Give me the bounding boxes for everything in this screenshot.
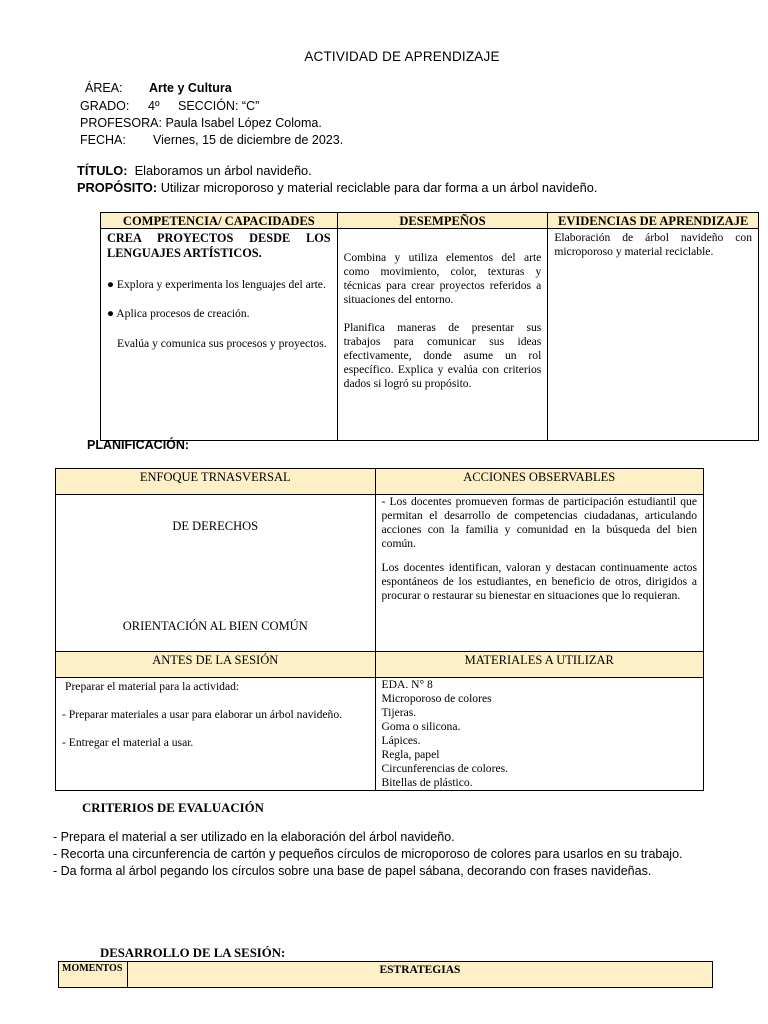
enfoque-header-row — [56, 469, 704, 495]
desempeno-text: Combina y utiliza elementos del arte como movimiento, color, texturas y técnicas para crear proyectos referidos a situaciones del entorno. — [343, 251, 542, 306]
antes-header-row — [56, 652, 704, 678]
desempeno-text: Planifica maneras de presentar sus trabajos para comunicar sus ideas efectivamente, donde asume un rol específico. Explica y evalúa con criterios dados si logró su propósito. — [343, 321, 542, 390]
competencia-name: CREA PROYECTOS DESDE LOS LENGUAJES ARTÍSTICOS. — [107, 231, 331, 260]
acciones-cell — [375, 495, 704, 652]
capacidad-text: Aplica procesos de creación. — [116, 307, 250, 320]
accion-text: - Los docentes promueven formas de participación estudiantil que permitan el desarrollo de competencias ciudadanas, articulando acciones con la familia y comunidad en la búsqueda del bien común. — [381, 495, 697, 550]
evidencia-text: Elaboración de árbol navideño con microporoso y material reciclable. — [554, 231, 752, 258]
fecha-label: FECHA: — [80, 133, 126, 147]
area-row — [85, 80, 232, 97]
antes-header: ANTES DE LA SESIÓN — [56, 652, 376, 678]
accion-text: Los docentes identifican, valoran y destacan continuamente actos espontáneos de los estudiantes, en beneficio de otros, dirigidos a procurar o restaurar su bienestar en situaciones que lo requieran. — [381, 561, 697, 602]
acciones-header: ACCIONES OBSERVABLES — [375, 469, 704, 495]
competencias-body-row — [101, 229, 759, 441]
material-item: EDA. N° 8 — [381, 678, 433, 691]
criterios-list — [53, 829, 713, 880]
evidencias-cell — [548, 229, 759, 441]
desempenos-cell — [337, 229, 548, 441]
fecha-value: Viernes, 15 de diciembre de 2023. — [153, 133, 344, 147]
material-item: Tijeras. — [381, 706, 417, 719]
area-value: Arte y Cultura — [149, 81, 232, 95]
seccion-label: SECCIÓN: — [178, 99, 239, 113]
desarrollo-header-row — [59, 962, 713, 988]
area-label: ÁREA: — [85, 81, 123, 95]
estrategias-header: ESTRATEGIAS — [127, 962, 712, 988]
material-item: Goma o silicona. — [381, 720, 461, 733]
competencias-header-row — [101, 213, 759, 229]
planificacion-heading: PLANIFICACIÓN: — [87, 438, 190, 452]
evidencias-header: EVIDENCIAS DE APRENDIZAJE — [548, 213, 759, 229]
bullet-icon: ● — [107, 278, 115, 291]
enfoque-derechos: DE DERECHOS — [172, 519, 259, 533]
materiales-cell — [375, 678, 704, 791]
enfoque-body-row — [56, 495, 704, 652]
profesora-label: PROFESORA: — [80, 116, 162, 130]
bullet-icon: ● — [107, 307, 115, 320]
capacidad-text: Evalúa y comunica sus procesos y proyectos. — [117, 337, 327, 350]
profesora-row — [80, 115, 322, 132]
material-item: Circunferencias de colores. — [381, 762, 509, 775]
competencias-table — [100, 212, 759, 441]
competencia-header: COMPETENCIA/ CAPACIDADES — [101, 213, 338, 229]
capacidad-item — [107, 307, 331, 321]
antes-body-row — [56, 678, 704, 791]
antes-item: - Preparar materiales a usar para elaborar un árbol navideño. — [62, 708, 343, 721]
profesora-value: Paula Isabel López Coloma. — [165, 116, 322, 130]
planificacion-table — [55, 468, 704, 791]
materiales-header: MATERIALES A UTILIZAR — [375, 652, 704, 678]
grado-value: 4º — [148, 99, 160, 113]
criterio-item: - Recorta una circunferencia de cartón y pequeños círculos de microporoso de colores para usarlos en su trabajo. — [53, 847, 683, 861]
grado-row — [80, 98, 259, 115]
antes-cell — [56, 678, 376, 791]
titulo-row — [77, 163, 312, 178]
criterio-item: - Da forma al árbol pegando los círculos sobre una base de papel sábana, decorando con frases navideñas. — [53, 864, 652, 878]
seccion-value: “C” — [241, 99, 260, 113]
grado-label: GRADO: — [80, 99, 130, 113]
desempenos-header: DESEMPEÑOS — [337, 213, 548, 229]
material-item: Regla, papel — [381, 748, 440, 761]
capacidad-text: Explora y experimenta los lenguajes del arte. — [116, 278, 326, 291]
proposito-label: PROPÓSITO: — [77, 180, 158, 195]
document-title: ACTIVIDAD DE APRENDIZAJE — [304, 49, 500, 64]
material-item: Lápices. — [381, 734, 421, 747]
desarrollo-table — [58, 961, 713, 988]
competencia-cell — [101, 229, 338, 441]
momentos-header: MOMENTOS — [59, 962, 128, 988]
proposito-row — [77, 180, 597, 195]
enfoque-bien-comun: ORIENTACIÓN AL BIEN COMÚN — [122, 619, 308, 633]
titulo-label: TÍTULO: — [77, 163, 128, 178]
capacidad-item — [107, 337, 331, 351]
antes-item: - Entregar el material a usar. — [62, 736, 194, 749]
proposito-value: Utilizar microporoso y material reciclable para dar forma a un árbol navideño. — [160, 180, 598, 195]
criterio-item: - Prepara el material a ser utilizado en la elaboración del árbol navideño. — [53, 830, 455, 844]
capacidad-item — [107, 277, 331, 293]
titulo-value: Elaboramos un árbol navideño. — [134, 163, 312, 178]
fecha-row — [80, 132, 343, 149]
criterios-heading: CRITERIOS DE EVALUACIÓN — [82, 801, 264, 815]
desarrollo-heading: DESARROLLO DE LA SESIÓN: — [100, 946, 286, 960]
enfoque-cell — [56, 495, 376, 652]
material-item: Microporoso de colores — [381, 692, 492, 705]
enfoque-header: ENFOQUE TRNASVERSAL — [56, 469, 376, 495]
antes-item: Preparar el material para la actividad: — [65, 680, 240, 693]
material-item: Bitellas de plástico. — [381, 776, 473, 789]
